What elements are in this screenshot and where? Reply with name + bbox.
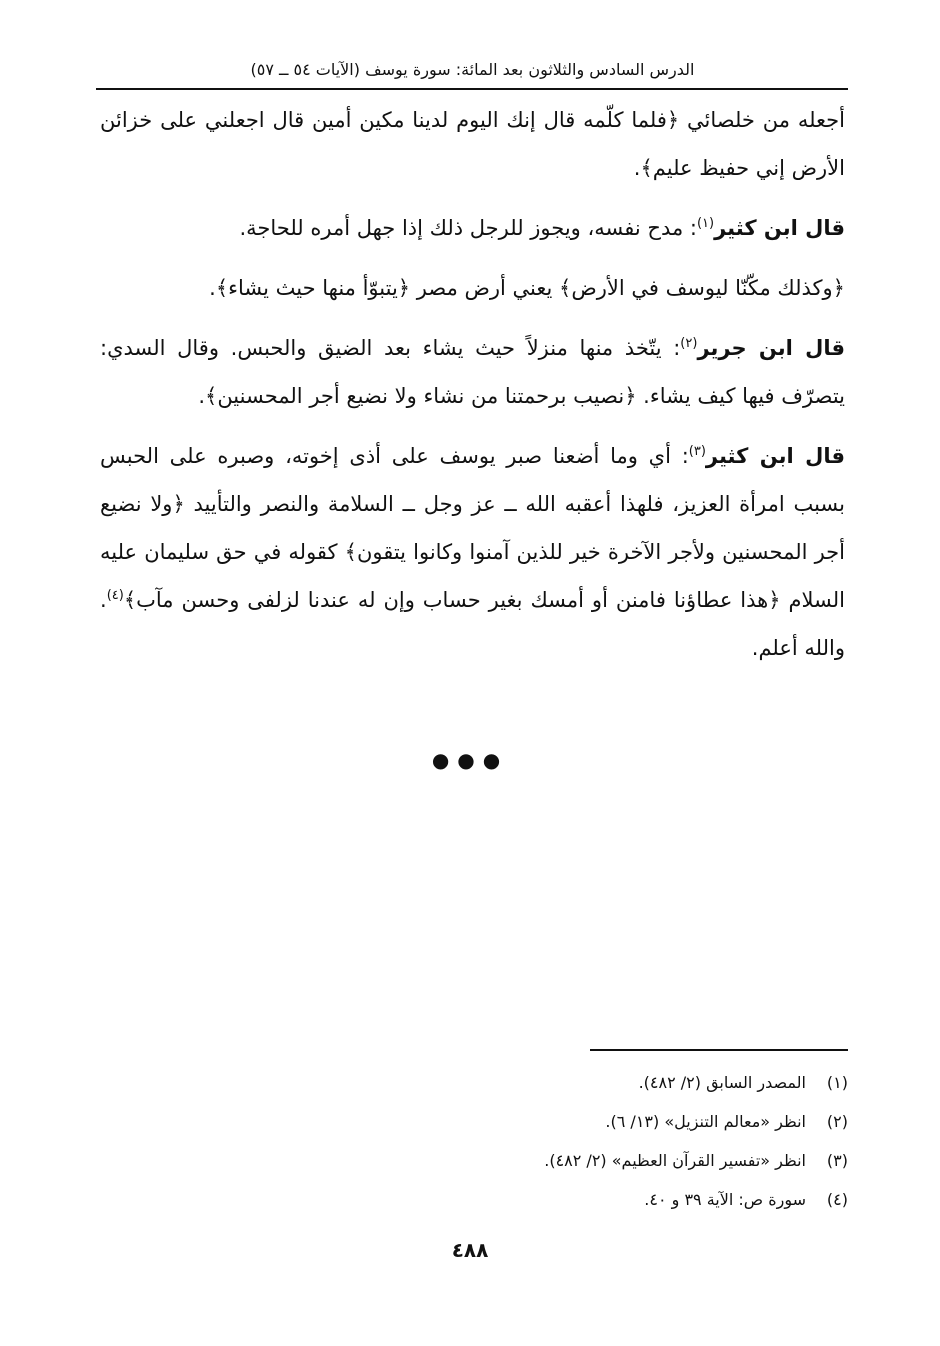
footnote-ref-2: (٢) [680,336,698,351]
header-rule [96,88,848,90]
paragraph-4-lead: قال ابن جرير [697,336,845,360]
paragraph-2-text: : مدح نفسه، ويجوز للرجل ذلك إذا جهل أمره للحاجة. [239,216,697,240]
page-number: ٤٨٨ [451,1238,489,1262]
paragraph-5 [100,432,845,672]
paragraph-5-tail: . والله أعلم. [100,588,845,660]
body-text [100,96,845,684]
footnote-4-number: (٤) [826,1190,848,1209]
section-separator: ●●● [431,748,509,772]
footnote-rule [590,1049,848,1051]
paragraph-1: أجعله من خلصائي ﴿فلما كلّمه قال إنك اليوم لدينا مكين أمين قال اجعلني على خزائن الأرض إني حفيظ عليم﴾. [100,108,845,180]
footnote-4-text: سورة ص: الآية ٣٩ و ٤٠. [644,1190,806,1209]
paragraph-2 [100,204,845,252]
footnote-3-text: انظر «تفسير القرآن العظيم» (٢/ ٤٨٢). [544,1151,806,1170]
footnote-3 [100,1141,848,1180]
footnote-1-text: المصدر السابق (٢/ ٤٨٢). [638,1073,806,1092]
footnote-1-number: (١) [826,1073,848,1092]
footnote-2-text: انظر «معالم التنزيل» (١٣/ ٦). [605,1112,806,1131]
footnote-2-number: (٢) [826,1112,848,1131]
paragraph-4-text: : يتّخذ منها منزلاً حيث يشاء بعد الضيق والحبس. وقال السدي: يتصرّف فيها كيف يشاء. ﴿نصيب برحمتنا من نشاء ولا نضيع أجر المحسنين﴾. [100,336,845,408]
footnote-1 [100,1063,848,1102]
footnote-ref-1: (١) [696,216,715,231]
footnote-2 [100,1102,848,1141]
footnote-ref-3: (٣) [688,444,706,459]
paragraph-4 [100,324,845,420]
footnote-4 [100,1180,848,1219]
paragraph-5-lead: قال ابن كثير [705,444,845,468]
footnote-3-number: (٣) [826,1151,848,1170]
running-header: الدرس السادس والثلاثون بعد المائة: سورة يوسف (الآيات ٥٤ ــ ٥٧) [250,60,695,79]
paragraph-5-text: : أي وما أضعنا صبر يوسف على أذى إخوته، وصبره على الحبس بسبب امرأة العزيز، فلهذا أعقبه الله ــ عز وجل ــ السلامة والنصر والتأييد ﴿ولا نضيع أجر المحسنين ولأجر الآخرة خير للذين آمنوا وكانوا يتقون﴾ كقوله في حق سليمان عليه السلام ﴿هذا عطاؤنا فامنن أو أمسك بغير حساب وإن له عندنا لزلفى وحسن مآب﴾ [100,444,845,612]
footnote-ref-4: (٤) [106,588,124,603]
paragraph-3: ﴿وكذلك مكّنّا ليوسف في الأرض﴾ يعني أرض مصر ﴿يتبوّأ منها حيث يشاء﴾. [209,276,845,300]
paragraph-2-lead: قال ابن كثير [714,216,845,240]
footnotes [100,1063,848,1219]
